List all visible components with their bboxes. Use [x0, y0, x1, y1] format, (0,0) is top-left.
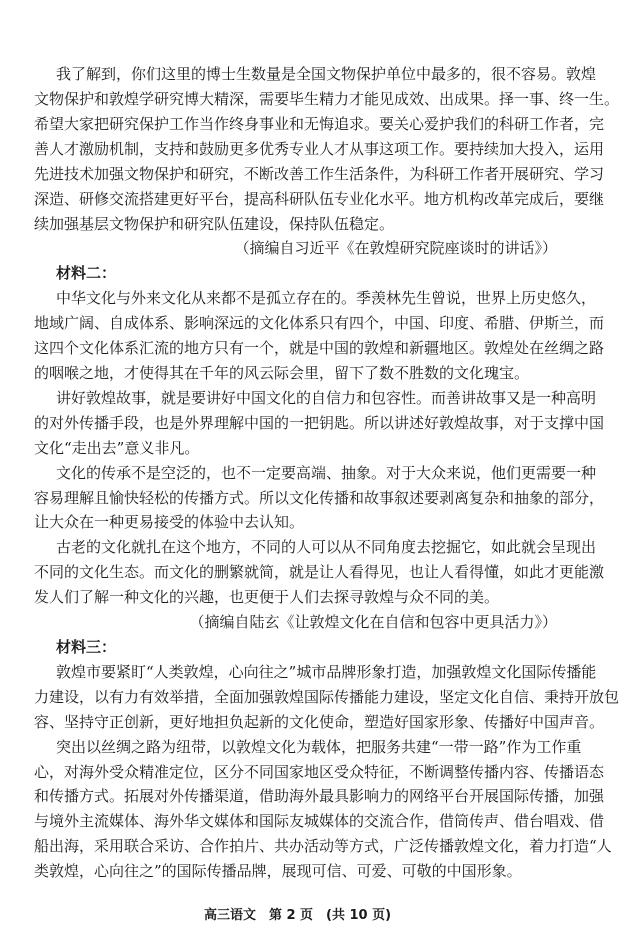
para5-line: 不同的文化生态。而文化的删繁就简，就是让人看得见，也让人看得懂，如此才更能激	[34, 563, 605, 582]
page-footer: 高三语文 第 2 页 (共 10 页)	[203, 908, 392, 923]
para4-line: 让大众在一种更易接受的体验中去认知。	[34, 513, 305, 532]
para5-line: 发人们了解一种文化的兴趣，也更便于人们去探寻敦煌与众不同的美。	[34, 588, 500, 607]
para6-line: 力建设，以有力有效举措，全面加强敦煌国际传播能力建设，坚定文化自信、秉持开放包	[34, 687, 619, 706]
para2-line: 的咽喉之地，才使得其在千年的风云际会里，留下了数不胜数的文化瑰宝。	[34, 363, 530, 382]
para1-line: 希望大家把研究保护工作当作终身事业和无悔追求。要关心爱护我们的科研工作者，完	[34, 114, 605, 133]
para5-line: 古老的文化就扎在这个地方，不同的人可以从不同角度去挖掘它，如此就会呈现出	[56, 538, 597, 557]
para6-line: 敦煌市要紧盯“人类敦煌，心向往之”城市品牌形象打造，加强敦煌文化国际传播能	[56, 662, 597, 681]
para3-line: 的对外传播手段，也是外界理解中国的一把钥匙。所以讲述好敦煌故事，对于支撑中国	[34, 413, 605, 432]
para1-line: 文物保护和敦煌学研究博大精深，需要毕生精力才能见成效、出成果。择一事、终一生。	[34, 89, 619, 108]
para2-line: 地域广阔、自成体系、影响深远的文化体系只有四个，中国、印度、希腊、伊斯兰，而	[34, 314, 605, 333]
para7-line: 与境外主流媒体、海外华文媒体和国际友城媒体的交流合作，借筒传声、借台唱戏、借	[34, 812, 605, 831]
para7-line: 类敦煌，心向往之”的国际传播品牌，展现可信、可爱、可敬的中国形象。	[34, 862, 522, 881]
para3-line: 文化“走出去”意义非凡。	[34, 438, 200, 457]
para1-line: 我了解到，你们这里的博士生数量是全国文物保护单位中最多的，很不容易。敦煌	[56, 65, 597, 83]
para7-line: 突出以丝绸之路为纽带，以敦煌文化为载体，把服务共建“一带一路”作为工作重	[56, 737, 582, 756]
para1-line: 善人才激励机制，支持和鼓励更多优秀专业人才从事这项工作。要持续加大投入，运用	[34, 139, 605, 158]
source-citation: （摘编自习近平《在敦煌研究院座谈时的讲话》）	[234, 239, 557, 258]
para3-line: 讲好敦煌故事，就是要讲好中国文化的自信力和包容性。而善讲故事又是一种高明	[56, 388, 597, 407]
para7-line: 船出海，采用联合采访、合作拍片、共办活动等方式，广泛传播敦煌文化，着力打造“人	[34, 837, 612, 856]
para4-line: 容易理解且愉快轻松的传播方式。所以文化传播和故事叙述要剥离复杂和抽象的部分，	[34, 488, 605, 507]
para7-line: 心，对海外受众精准定位，区分不同国家地区受众特征，不断调整传播内容、传播语态	[34, 762, 605, 781]
para1-line: 先进技术加强文物保护和研究，不断改善工作生活条件，为科研工作者开展研究、学习	[34, 164, 605, 183]
section-heading: 材料二：	[56, 264, 117, 283]
para2-line: 中华文化与外来文化从来都不是孤立存在的。季羡林先生曾说，世界上历史悠久，	[56, 289, 597, 308]
para7-line: 和传播方式。拓展对外传播渠道，借助海外最具影响力的网络平台开展国际传播，加强	[34, 787, 605, 806]
source-citation: （摘编自陆玄《让敦煌文化在自信和包容中更具活力》）	[189, 613, 557, 631]
para4-line: 文化的传承不是空泛的，也不一定要高端、抽象。对于大众来说，他们更需要一种	[56, 463, 597, 482]
para6-line: 容、坚持守正创新，更好地担负起新的文化使命，塑造好国家形象、传播好中国声音。	[34, 712, 605, 731]
para2-line: 这四个文化体系汇流的地方只有一个，就是中国的敦煌和新疆地区。敦煌处在丝绸之路	[34, 339, 605, 357]
para1-line: 续加强基层文物保护和研究队伍建设，保持队伍稳定。	[34, 214, 395, 233]
para1-line: 深造、研修交流搭建更好平台，提高科研队伍专业化水平。地方机构改革完成后，要继	[34, 189, 605, 208]
section-heading: 材料三：	[56, 637, 117, 656]
